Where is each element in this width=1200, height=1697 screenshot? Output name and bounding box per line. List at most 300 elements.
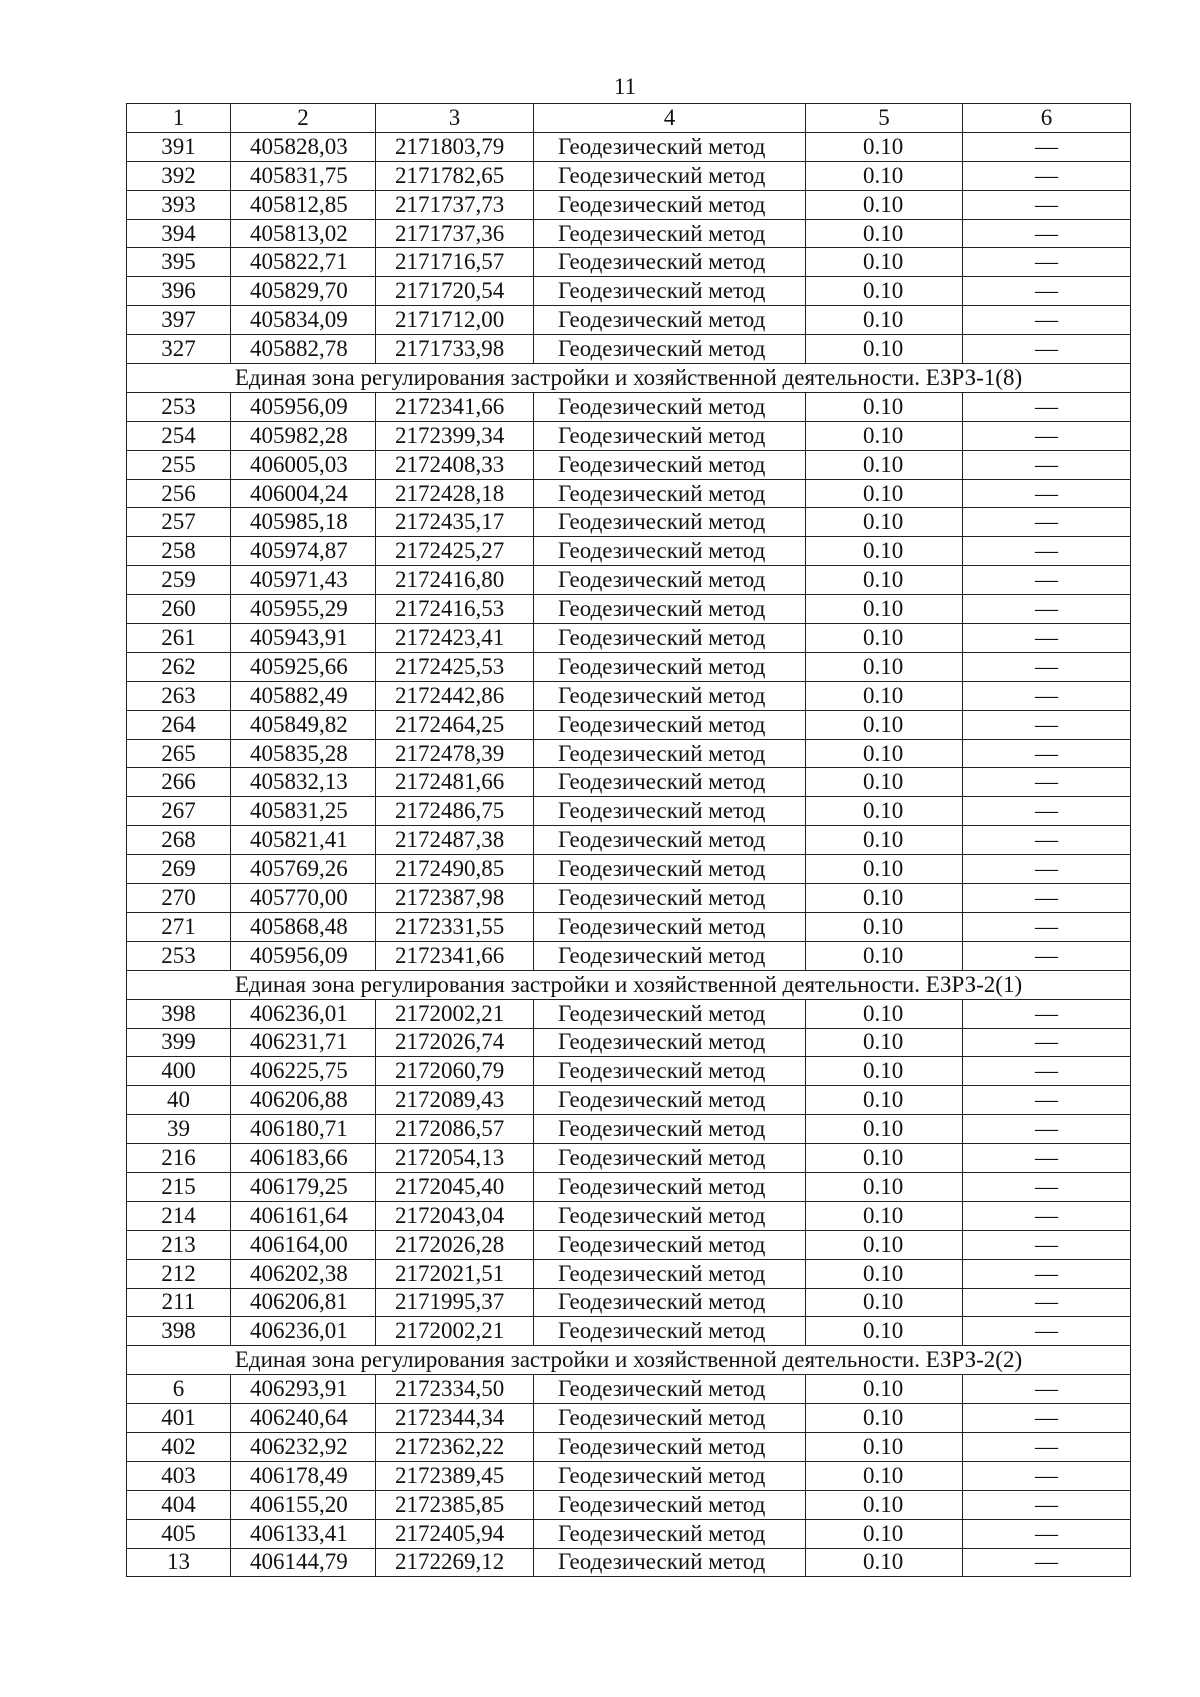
method-cell: Геодезический метод xyxy=(534,566,806,595)
accuracy-cell: 0.10 xyxy=(806,1288,963,1317)
table-row xyxy=(127,1519,1131,1548)
method-cell: Геодезический метод xyxy=(534,855,806,884)
x-coordinate: 405832,13 xyxy=(231,768,376,797)
x-coordinate: 405813,02 xyxy=(231,219,376,248)
description-cell: — xyxy=(963,1230,1131,1259)
y-coordinate: 2172387,98 xyxy=(376,884,534,913)
table-row xyxy=(127,1317,1131,1346)
accuracy-cell: 0.10 xyxy=(806,1057,963,1086)
method-cell: Геодезический метод xyxy=(534,826,806,855)
description-cell: — xyxy=(963,479,1131,508)
y-coordinate: 2172341,66 xyxy=(376,392,534,421)
description-cell: — xyxy=(963,566,1131,595)
y-coordinate: 2172425,53 xyxy=(376,652,534,681)
y-coordinate: 2172002,21 xyxy=(376,1317,534,1346)
method-cell: Геодезический метод xyxy=(534,652,806,681)
point-number: 404 xyxy=(127,1490,231,1519)
table-row xyxy=(127,1172,1131,1201)
accuracy-cell: 0.10 xyxy=(806,277,963,306)
table-row xyxy=(127,710,1131,739)
table-row xyxy=(127,421,1131,450)
accuracy-cell: 0.10 xyxy=(806,710,963,739)
table-row xyxy=(127,1490,1131,1519)
y-coordinate: 2172399,34 xyxy=(376,421,534,450)
y-coordinate: 2171737,36 xyxy=(376,219,534,248)
x-coordinate: 406236,01 xyxy=(231,999,376,1028)
table-row xyxy=(127,999,1131,1028)
accuracy-cell: 0.10 xyxy=(806,190,963,219)
method-cell: Геодезический метод xyxy=(534,248,806,277)
y-coordinate: 2171782,65 xyxy=(376,161,534,190)
x-coordinate: 405925,66 xyxy=(231,652,376,681)
description-cell: — xyxy=(963,1028,1131,1057)
accuracy-cell: 0.10 xyxy=(806,595,963,624)
y-coordinate: 2172045,40 xyxy=(376,1172,534,1201)
x-coordinate: 405822,71 xyxy=(231,248,376,277)
description-cell: — xyxy=(963,450,1131,479)
description-cell: — xyxy=(963,508,1131,537)
x-coordinate: 406293,91 xyxy=(231,1375,376,1404)
description-cell: — xyxy=(963,941,1131,970)
description-cell: — xyxy=(963,277,1131,306)
point-number: 211 xyxy=(127,1288,231,1317)
method-cell: Геодезический метод xyxy=(534,508,806,537)
method-cell: Геодезический метод xyxy=(534,999,806,1028)
x-coordinate: 406179,25 xyxy=(231,1172,376,1201)
y-coordinate: 2172425,27 xyxy=(376,537,534,566)
point-number: 215 xyxy=(127,1172,231,1201)
x-coordinate: 406004,24 xyxy=(231,479,376,508)
table-row xyxy=(127,450,1131,479)
method-cell: Геодезический метод xyxy=(534,1086,806,1115)
accuracy-cell: 0.10 xyxy=(806,624,963,653)
point-number: 265 xyxy=(127,739,231,768)
description-cell: — xyxy=(963,335,1131,364)
x-coordinate: 406005,03 xyxy=(231,450,376,479)
description-cell: — xyxy=(963,710,1131,739)
description-cell: — xyxy=(963,912,1131,941)
point-number: 394 xyxy=(127,219,231,248)
method-cell: Геодезический метод xyxy=(534,1317,806,1346)
method-cell: Геодезический метод xyxy=(534,624,806,653)
y-coordinate: 2172086,57 xyxy=(376,1115,534,1144)
point-number: 261 xyxy=(127,624,231,653)
y-coordinate: 2172435,17 xyxy=(376,508,534,537)
table-row xyxy=(127,566,1131,595)
method-cell: Геодезический метод xyxy=(534,1461,806,1490)
point-number: 396 xyxy=(127,277,231,306)
column-header: 4 xyxy=(534,104,806,133)
description-cell: — xyxy=(963,768,1131,797)
y-coordinate: 2172054,13 xyxy=(376,1144,534,1173)
x-coordinate: 405982,28 xyxy=(231,421,376,450)
table-row xyxy=(127,826,1131,855)
method-cell: Геодезический метод xyxy=(534,1432,806,1461)
accuracy-cell: 0.10 xyxy=(806,392,963,421)
accuracy-cell: 0.10 xyxy=(806,1548,963,1577)
coordinates-table xyxy=(126,103,1131,1577)
table-row xyxy=(127,912,1131,941)
method-cell: Геодезический метод xyxy=(534,190,806,219)
accuracy-cell: 0.10 xyxy=(806,306,963,335)
x-coordinate: 405831,75 xyxy=(231,161,376,190)
point-number: 398 xyxy=(127,999,231,1028)
x-coordinate: 405821,41 xyxy=(231,826,376,855)
point-number: 263 xyxy=(127,681,231,710)
description-cell: — xyxy=(963,1172,1131,1201)
method-cell: Геодезический метод xyxy=(534,1201,806,1230)
accuracy-cell: 0.10 xyxy=(806,797,963,826)
x-coordinate: 405955,29 xyxy=(231,595,376,624)
point-number: 216 xyxy=(127,1144,231,1173)
x-coordinate: 405943,91 xyxy=(231,624,376,653)
method-cell: Геодезический метод xyxy=(534,681,806,710)
x-coordinate: 405835,28 xyxy=(231,739,376,768)
x-coordinate: 405956,09 xyxy=(231,941,376,970)
description-cell: — xyxy=(963,1201,1131,1230)
table-row xyxy=(127,1201,1131,1230)
point-number: 264 xyxy=(127,710,231,739)
accuracy-cell: 0.10 xyxy=(806,508,963,537)
point-number: 254 xyxy=(127,421,231,450)
header-row xyxy=(127,104,1131,133)
accuracy-cell: 0.10 xyxy=(806,1086,963,1115)
accuracy-cell: 0.10 xyxy=(806,912,963,941)
method-cell: Геодезический метод xyxy=(534,479,806,508)
table-row xyxy=(127,855,1131,884)
y-coordinate: 2172416,80 xyxy=(376,566,534,595)
y-coordinate: 2171803,79 xyxy=(376,132,534,161)
point-number: 399 xyxy=(127,1028,231,1057)
method-cell: Геодезический метод xyxy=(534,450,806,479)
column-header: 6 xyxy=(963,104,1131,133)
point-number: 405 xyxy=(127,1519,231,1548)
point-number: 257 xyxy=(127,508,231,537)
y-coordinate: 2172341,66 xyxy=(376,941,534,970)
column-header: 2 xyxy=(231,104,376,133)
method-cell: Геодезический метод xyxy=(534,392,806,421)
x-coordinate: 406183,66 xyxy=(231,1144,376,1173)
table-row xyxy=(127,479,1131,508)
table-row xyxy=(127,1461,1131,1490)
point-number: 395 xyxy=(127,248,231,277)
point-number: 253 xyxy=(127,392,231,421)
table-row xyxy=(127,652,1131,681)
point-number: 270 xyxy=(127,884,231,913)
zone-title: Единая зона регулирования застройки и хозяйственной деятельности. ЕЗРЗ-1(8) xyxy=(127,364,1131,393)
method-cell: Геодезический метод xyxy=(534,1172,806,1201)
table-row xyxy=(127,1432,1131,1461)
x-coordinate: 405882,49 xyxy=(231,681,376,710)
x-coordinate: 405831,25 xyxy=(231,797,376,826)
accuracy-cell: 0.10 xyxy=(806,1461,963,1490)
y-coordinate: 2171733,98 xyxy=(376,335,534,364)
accuracy-cell: 0.10 xyxy=(806,1144,963,1173)
description-cell: — xyxy=(963,1057,1131,1086)
method-cell: Геодезический метод xyxy=(534,1490,806,1519)
x-coordinate: 406161,64 xyxy=(231,1201,376,1230)
accuracy-cell: 0.10 xyxy=(806,248,963,277)
table-row xyxy=(127,884,1131,913)
point-number: 268 xyxy=(127,826,231,855)
y-coordinate: 2172478,39 xyxy=(376,739,534,768)
description-cell: — xyxy=(963,421,1131,450)
description-cell: — xyxy=(963,161,1131,190)
x-coordinate: 406206,88 xyxy=(231,1086,376,1115)
description-cell: — xyxy=(963,219,1131,248)
accuracy-cell: 0.10 xyxy=(806,681,963,710)
accuracy-cell: 0.10 xyxy=(806,566,963,595)
method-cell: Геодезический метод xyxy=(534,306,806,335)
x-coordinate: 405828,03 xyxy=(231,132,376,161)
accuracy-cell: 0.10 xyxy=(806,652,963,681)
x-coordinate: 405974,87 xyxy=(231,537,376,566)
description-cell: — xyxy=(963,1490,1131,1519)
point-number: 401 xyxy=(127,1404,231,1433)
table-row xyxy=(127,190,1131,219)
table-row xyxy=(127,161,1131,190)
x-coordinate: 405882,78 xyxy=(231,335,376,364)
table-row xyxy=(127,1375,1131,1404)
table-row xyxy=(127,1230,1131,1259)
point-number: 213 xyxy=(127,1230,231,1259)
x-coordinate: 406225,75 xyxy=(231,1057,376,1086)
method-cell: Геодезический метод xyxy=(534,1259,806,1288)
point-number: 393 xyxy=(127,190,231,219)
y-coordinate: 2172344,34 xyxy=(376,1404,534,1433)
x-coordinate: 405971,43 xyxy=(231,566,376,595)
x-coordinate: 406155,20 xyxy=(231,1490,376,1519)
point-number: 398 xyxy=(127,1317,231,1346)
method-cell: Геодезический метод xyxy=(534,1144,806,1173)
point-number: 327 xyxy=(127,335,231,364)
point-number: 13 xyxy=(127,1548,231,1577)
table-row xyxy=(127,1259,1131,1288)
method-cell: Геодезический метод xyxy=(534,884,806,913)
y-coordinate: 2171712,00 xyxy=(376,306,534,335)
method-cell: Геодезический метод xyxy=(534,1519,806,1548)
description-cell: — xyxy=(963,248,1131,277)
point-number: 392 xyxy=(127,161,231,190)
description-cell: — xyxy=(963,392,1131,421)
accuracy-cell: 0.10 xyxy=(806,132,963,161)
y-coordinate: 2172442,86 xyxy=(376,681,534,710)
description-cell: — xyxy=(963,1317,1131,1346)
method-cell: Геодезический метод xyxy=(534,1375,806,1404)
column-header: 1 xyxy=(127,104,231,133)
method-cell: Геодезический метод xyxy=(534,768,806,797)
description-cell: — xyxy=(963,537,1131,566)
accuracy-cell: 0.10 xyxy=(806,1172,963,1201)
x-coordinate: 406144,79 xyxy=(231,1548,376,1577)
point-number: 260 xyxy=(127,595,231,624)
y-coordinate: 2171716,57 xyxy=(376,248,534,277)
x-coordinate: 406231,71 xyxy=(231,1028,376,1057)
table-row xyxy=(127,508,1131,537)
x-coordinate: 406206,81 xyxy=(231,1288,376,1317)
accuracy-cell: 0.10 xyxy=(806,999,963,1028)
method-cell: Геодезический метод xyxy=(534,1230,806,1259)
x-coordinate: 406178,49 xyxy=(231,1461,376,1490)
point-number: 402 xyxy=(127,1432,231,1461)
accuracy-cell: 0.10 xyxy=(806,941,963,970)
table-row xyxy=(127,335,1131,364)
description-cell: — xyxy=(963,1259,1131,1288)
method-cell: Геодезический метод xyxy=(534,1028,806,1057)
accuracy-cell: 0.10 xyxy=(806,826,963,855)
method-cell: Геодезический метод xyxy=(534,277,806,306)
y-coordinate: 2172490,85 xyxy=(376,855,534,884)
x-coordinate: 406180,71 xyxy=(231,1115,376,1144)
accuracy-cell: 0.10 xyxy=(806,1490,963,1519)
y-coordinate: 2172405,94 xyxy=(376,1519,534,1548)
y-coordinate: 2172428,18 xyxy=(376,479,534,508)
x-coordinate: 405849,82 xyxy=(231,710,376,739)
description-cell: — xyxy=(963,652,1131,681)
description-cell: — xyxy=(963,1115,1131,1144)
table-row xyxy=(127,306,1131,335)
y-coordinate: 2172486,75 xyxy=(376,797,534,826)
table-row xyxy=(127,1404,1131,1433)
y-coordinate: 2172385,85 xyxy=(376,1490,534,1519)
point-number: 271 xyxy=(127,912,231,941)
table-row xyxy=(127,681,1131,710)
point-number: 397 xyxy=(127,306,231,335)
y-coordinate: 2172331,55 xyxy=(376,912,534,941)
accuracy-cell: 0.10 xyxy=(806,1201,963,1230)
zone-title: Единая зона регулирования застройки и хозяйственной деятельности. ЕЗРЗ-2(2) xyxy=(127,1346,1131,1375)
description-cell: — xyxy=(963,797,1131,826)
description-cell: — xyxy=(963,999,1131,1028)
section-header-row xyxy=(127,364,1131,393)
table-row xyxy=(127,739,1131,768)
y-coordinate: 2172362,22 xyxy=(376,1432,534,1461)
table-row xyxy=(127,248,1131,277)
table-row xyxy=(127,1028,1131,1057)
description-cell: — xyxy=(963,1519,1131,1548)
description-cell: — xyxy=(963,1432,1131,1461)
point-number: 256 xyxy=(127,479,231,508)
y-coordinate: 2172464,25 xyxy=(376,710,534,739)
point-number: 391 xyxy=(127,132,231,161)
table-row xyxy=(127,1115,1131,1144)
point-number: 262 xyxy=(127,652,231,681)
table-row xyxy=(127,1288,1131,1317)
point-number: 267 xyxy=(127,797,231,826)
method-cell: Геодезический метод xyxy=(534,797,806,826)
accuracy-cell: 0.10 xyxy=(806,219,963,248)
x-coordinate: 406133,41 xyxy=(231,1519,376,1548)
y-coordinate: 2172269,12 xyxy=(376,1548,534,1577)
y-coordinate: 2172389,45 xyxy=(376,1461,534,1490)
accuracy-cell: 0.10 xyxy=(806,855,963,884)
method-cell: Геодезический метод xyxy=(534,710,806,739)
y-coordinate: 2171995,37 xyxy=(376,1288,534,1317)
description-cell: — xyxy=(963,1144,1131,1173)
table-row xyxy=(127,595,1131,624)
accuracy-cell: 0.10 xyxy=(806,884,963,913)
table-row xyxy=(127,219,1131,248)
table-row xyxy=(127,1144,1131,1173)
point-number: 39 xyxy=(127,1115,231,1144)
column-header: 3 xyxy=(376,104,534,133)
method-cell: Геодезический метод xyxy=(534,739,806,768)
y-coordinate: 2172021,51 xyxy=(376,1259,534,1288)
method-cell: Геодезический метод xyxy=(534,1057,806,1086)
y-coordinate: 2172060,79 xyxy=(376,1057,534,1086)
description-cell: — xyxy=(963,855,1131,884)
x-coordinate: 405770,00 xyxy=(231,884,376,913)
description-cell: — xyxy=(963,306,1131,335)
accuracy-cell: 0.10 xyxy=(806,1230,963,1259)
y-coordinate: 2172002,21 xyxy=(376,999,534,1028)
table-row xyxy=(127,1548,1131,1577)
point-number: 269 xyxy=(127,855,231,884)
y-coordinate: 2172408,33 xyxy=(376,450,534,479)
accuracy-cell: 0.10 xyxy=(806,1259,963,1288)
accuracy-cell: 0.10 xyxy=(806,421,963,450)
method-cell: Геодезический метод xyxy=(534,219,806,248)
point-number: 253 xyxy=(127,941,231,970)
description-cell: — xyxy=(963,1375,1131,1404)
x-coordinate: 405985,18 xyxy=(231,508,376,537)
x-coordinate: 405769,26 xyxy=(231,855,376,884)
x-coordinate: 406240,64 xyxy=(231,1404,376,1433)
table-row xyxy=(127,537,1131,566)
accuracy-cell: 0.10 xyxy=(806,1115,963,1144)
section-header-row xyxy=(127,1346,1131,1375)
table-row xyxy=(127,1086,1131,1115)
table-row xyxy=(127,392,1131,421)
y-coordinate: 2172481,66 xyxy=(376,768,534,797)
point-number: 212 xyxy=(127,1259,231,1288)
table-row xyxy=(127,277,1131,306)
method-cell: Геодезический метод xyxy=(534,537,806,566)
accuracy-cell: 0.10 xyxy=(806,479,963,508)
method-cell: Геодезический метод xyxy=(534,335,806,364)
accuracy-cell: 0.10 xyxy=(806,1375,963,1404)
description-cell: — xyxy=(963,681,1131,710)
y-coordinate: 2172423,41 xyxy=(376,624,534,653)
page-number: 11 xyxy=(613,74,637,99)
accuracy-cell: 0.10 xyxy=(806,1519,963,1548)
method-cell: Геодезический метод xyxy=(534,421,806,450)
method-cell: Геодезический метод xyxy=(534,1288,806,1317)
method-cell: Геодезический метод xyxy=(534,1404,806,1433)
point-number: 255 xyxy=(127,450,231,479)
point-number: 6 xyxy=(127,1375,231,1404)
table-row xyxy=(127,797,1131,826)
y-coordinate: 2172416,53 xyxy=(376,595,534,624)
description-cell: — xyxy=(963,624,1131,653)
accuracy-cell: 0.10 xyxy=(806,450,963,479)
method-cell: Геодезический метод xyxy=(534,1115,806,1144)
accuracy-cell: 0.10 xyxy=(806,1432,963,1461)
accuracy-cell: 0.10 xyxy=(806,161,963,190)
accuracy-cell: 0.10 xyxy=(806,1028,963,1057)
table-row xyxy=(127,1057,1131,1086)
method-cell: Геодезический метод xyxy=(534,941,806,970)
description-cell: — xyxy=(963,1404,1131,1433)
y-coordinate: 2172089,43 xyxy=(376,1086,534,1115)
description-cell: — xyxy=(963,826,1131,855)
y-coordinate: 2172043,04 xyxy=(376,1201,534,1230)
y-coordinate: 2171720,54 xyxy=(376,277,534,306)
accuracy-cell: 0.10 xyxy=(806,768,963,797)
table-row xyxy=(127,768,1131,797)
method-cell: Геодезический метод xyxy=(534,912,806,941)
method-cell: Геодезический метод xyxy=(534,161,806,190)
